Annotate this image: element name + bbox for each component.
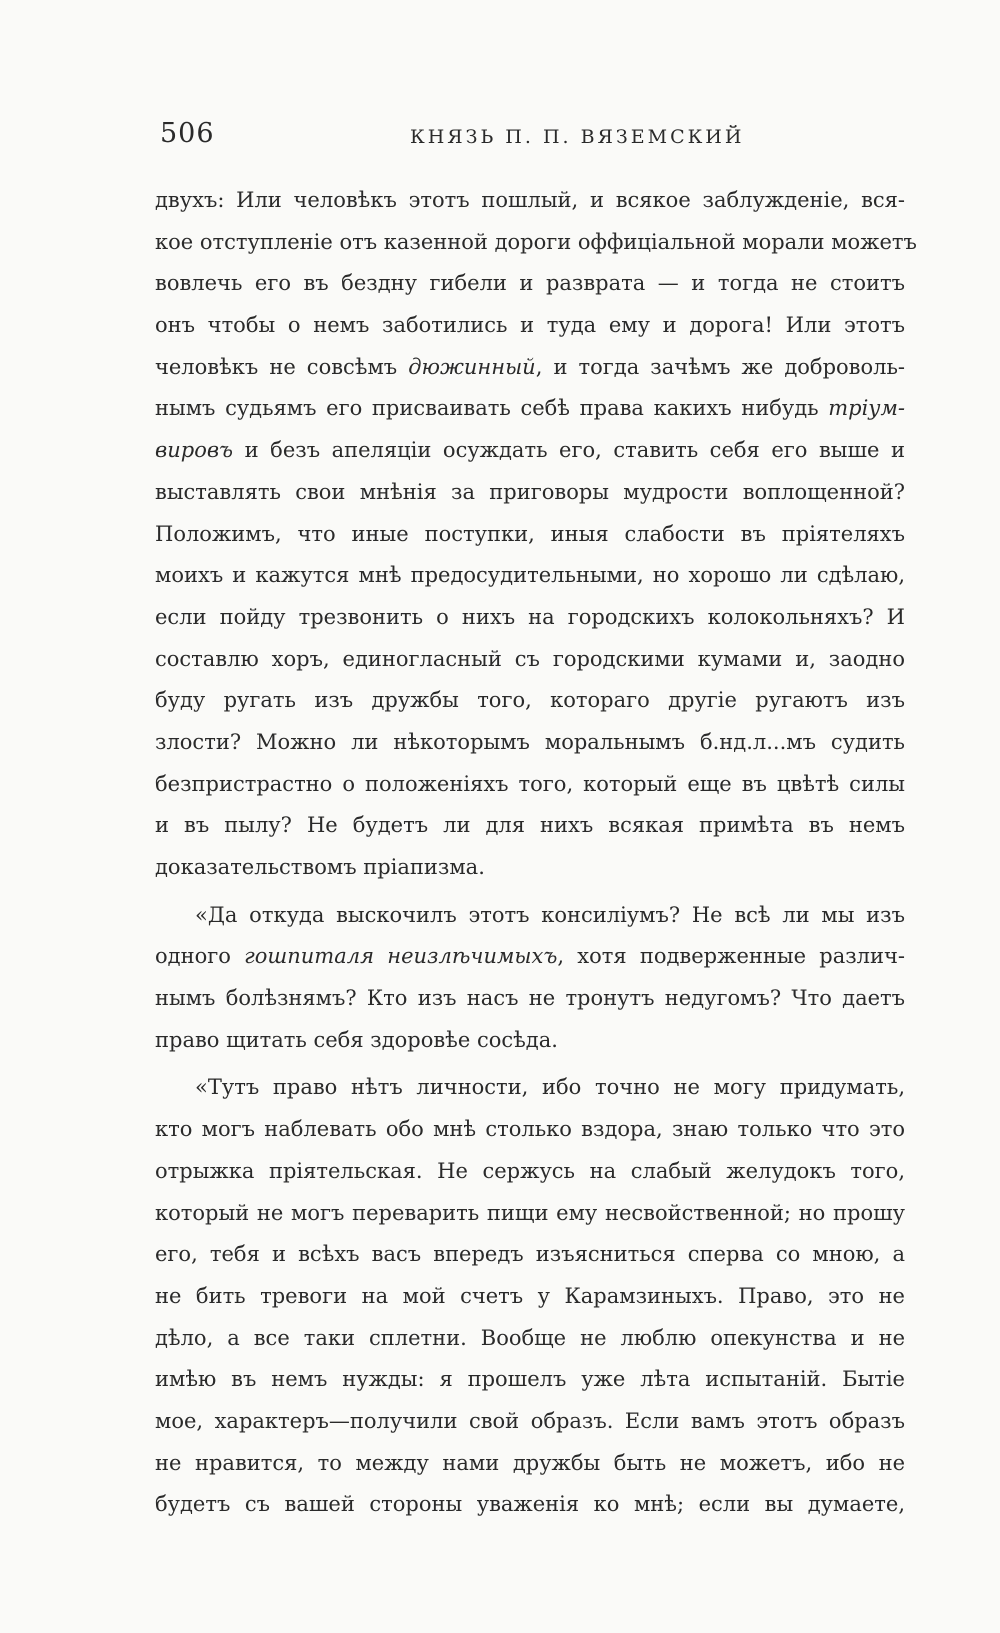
page-header	[160, 118, 900, 158]
running-head: КНЯЗЬ П. П. ВЯЗЕМСКИЙ	[410, 126, 745, 148]
text-line: кто могъ наблевать обо мнѣ столько вздора, знаю только что это	[155, 1117, 905, 1142]
text-run: человѣкъ не совсѣмъ	[155, 354, 409, 379]
text-line: и въ пылу? Не будетъ ли для нихъ всякая примѣта въ немъ	[155, 813, 905, 838]
text-line	[155, 388, 905, 430]
text-line: не нравится, то между нами дружбы быть не можетъ, ибо не	[155, 1450, 905, 1475]
text-line: мое, характеръ—получили свой образъ. Если вамъ этотъ образъ	[155, 1408, 905, 1433]
text-run: , и тогда зачѣмъ же доброволь-	[535, 354, 905, 379]
text-line: «Да откуда выскочилъ этотъ консиліумъ? Не всѣ ли мы изъ	[195, 902, 905, 927]
text-line: доказательствомъ пріапизма.	[155, 855, 485, 879]
italic-text: гошпиталя неизлѣчимыхъ	[244, 944, 558, 969]
text-line: не бить тревоги на мой счетъ у Карамзиныхъ. Право, это не	[155, 1283, 905, 1308]
text-line: буду ругать изъ дружбы того, котораго другіе ругаютъ изъ	[155, 688, 905, 713]
text-line: его, тебя и всѣхъ васъ впередъ изъясниться сперва со мною, а	[155, 1242, 905, 1267]
text-run: и безъ апеляціи осуждать его, ставить себя его выше и	[233, 438, 905, 463]
text-line: кое отступленіе отъ казенной дороги оффиціальной морали можетъ	[155, 229, 917, 254]
text-line: отрыжка пріятельская. Не сержусь на слабый желудокъ того,	[155, 1158, 905, 1183]
text-line: дѣло, а все таки сплетни. Вообще не люблю опекунства и не	[155, 1325, 905, 1350]
text-line: будетъ съ вашей стороны уваженія ко мнѣ; если вы думаете,	[155, 1492, 905, 1517]
italic-text: тріум-	[828, 396, 905, 421]
text-line	[155, 936, 905, 978]
text-line	[155, 347, 905, 389]
text-line: нымъ болѣзнямъ? Кто изъ насъ не тронутъ недугомъ? Что даетъ	[155, 986, 905, 1011]
text-line: который не могъ переварить пищи ему несвойственной; но прошу	[155, 1200, 905, 1225]
body-text	[155, 180, 917, 1526]
italic-text: дюжинный	[408, 354, 536, 379]
italic-text: вировъ	[155, 438, 234, 463]
text-line: злости? Можно ли нѣкоторымъ моральнымъ б.нд.л...мъ судить	[155, 729, 905, 754]
text-line: безпристрастно о положеніяхъ того, который еще въ цвѣтѣ силы	[155, 771, 905, 796]
text-line: онъ чтобы о немъ заботились и туда ему и дорога! Или этотъ	[155, 313, 905, 338]
text-line: право щитать себя здоровѣе сосѣда.	[155, 1027, 558, 1052]
text-line: моихъ и кажутся мнѣ предосудительными, но хорошо ли сдѣлаю,	[155, 563, 905, 588]
text-run: , хотя подверженные различ-	[557, 944, 905, 969]
text-line: составлю хоръ, единогласный съ городскими кумами и, заодно	[155, 646, 905, 671]
text-run: нымъ судьямъ его присваивать себѣ права какихъ нибудь	[155, 396, 829, 421]
text-line: имѣю въ немъ нужды: я прошелъ уже лѣта испытаній. Бытіе	[155, 1367, 905, 1392]
text-line	[155, 430, 905, 472]
page-number: 506	[160, 118, 215, 149]
text-line: вовлечь его въ бездну гибели и разврата — и тогда не стоитъ	[155, 271, 905, 296]
text-line: если пойду трезвонить о нихъ на городскихъ колокольняхъ? И	[155, 604, 905, 629]
text-line: выставлять свои мнѣнія за приговоры мудрости воплощенной?	[155, 479, 905, 504]
text-line: двухъ: Или человѣкъ этотъ пошлый, и всякое заблужденіе, вся-	[155, 188, 905, 212]
text-line: «Тутъ право нѣтъ личности, ибо точно не могу придумать,	[195, 1075, 905, 1100]
text-line: Положимъ, что иные поступки, иныя слабости въ пріятеляхъ	[155, 521, 905, 546]
text-run: одного	[155, 944, 245, 969]
